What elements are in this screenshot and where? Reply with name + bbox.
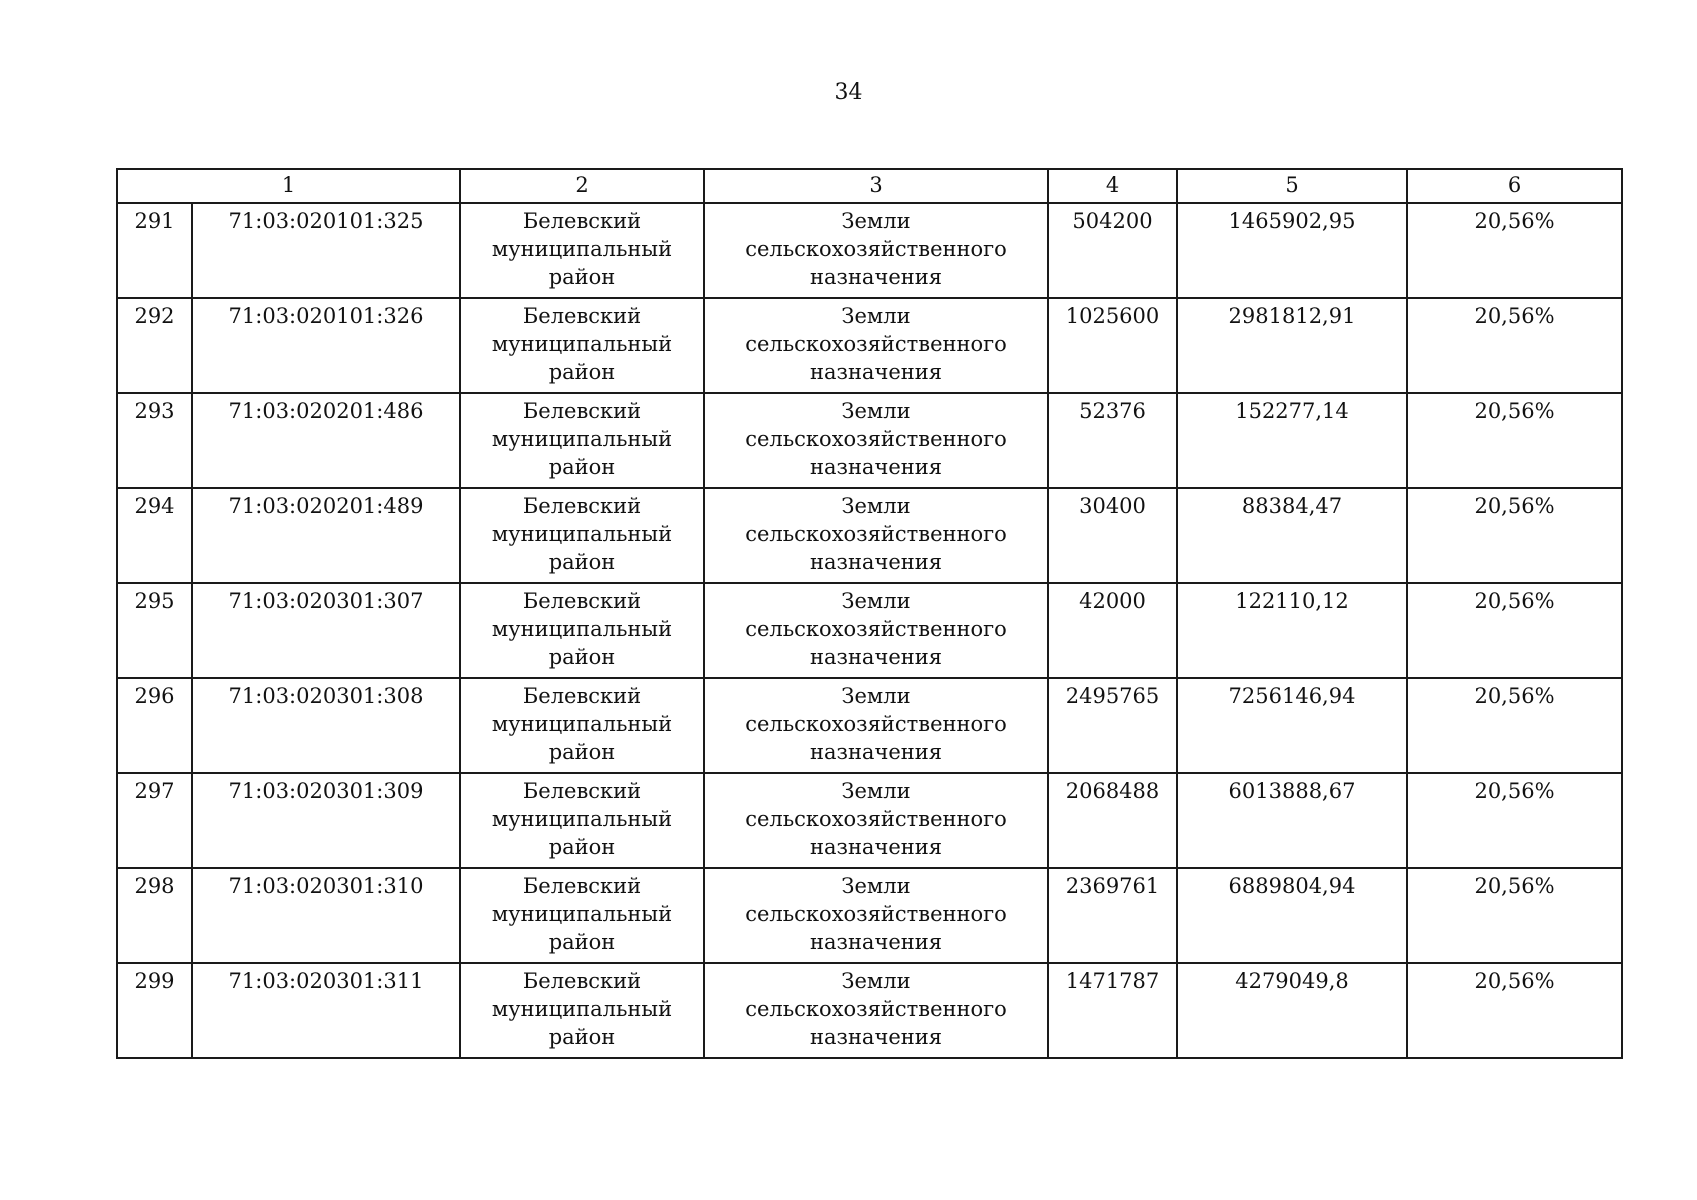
rate-value: 20,56% (1407, 868, 1622, 963)
area-value: 504200 (1048, 203, 1177, 298)
district-name: Белевский муниципальный район (460, 488, 704, 583)
cadastral-value: 88384,47 (1177, 488, 1407, 583)
row-number: 293 (117, 393, 192, 488)
cadastral-value: 6013888,67 (1177, 773, 1407, 868)
district-name: Белевский муниципальный район (460, 773, 704, 868)
cadastral-number: 71:03:020201:489 (192, 488, 460, 583)
cadastral-value: 152277,14 (1177, 393, 1407, 488)
district-name: Белевский муниципальный район (460, 393, 704, 488)
rate-value: 20,56% (1407, 298, 1622, 393)
land-category: Земли сельскохозяйственного назначения (704, 298, 1048, 393)
land-category: Земли сельскохозяйственного назначения (704, 203, 1048, 298)
land-category: Земли сельскохозяйственного назначения (704, 583, 1048, 678)
table-row (117, 393, 1622, 488)
row-number: 291 (117, 203, 192, 298)
cadastral-value: 122110,12 (1177, 583, 1407, 678)
rate-value: 20,56% (1407, 773, 1622, 868)
row-number: 292 (117, 298, 192, 393)
cadastral-number: 71:03:020301:311 (192, 963, 460, 1058)
page-number: 34 (834, 80, 863, 105)
land-category: Земли сельскохозяйственного назначения (704, 488, 1048, 583)
cadastral-number: 71:03:020301:308 (192, 678, 460, 773)
table-row (117, 488, 1622, 583)
land-category: Земли сельскохозяйственного назначения (704, 868, 1048, 963)
cadastral-number: 71:03:020301:309 (192, 773, 460, 868)
row-number: 298 (117, 868, 192, 963)
rate-value: 20,56% (1407, 583, 1622, 678)
column-header-1: 1 (117, 169, 460, 203)
district-name: Белевский муниципальный район (460, 203, 704, 298)
cadastral-number: 71:03:020101:325 (192, 203, 460, 298)
cadastral-value: 4279049,8 (1177, 963, 1407, 1058)
land-category: Земли сельскохозяйственного назначения (704, 773, 1048, 868)
cadastral-number: 71:03:020101:326 (192, 298, 460, 393)
column-header-3: 3 (704, 169, 1048, 203)
row-number: 295 (117, 583, 192, 678)
area-value: 2068488 (1048, 773, 1177, 868)
row-number: 299 (117, 963, 192, 1058)
table-row (117, 963, 1622, 1058)
cadastral-number: 71:03:020201:486 (192, 393, 460, 488)
cadastral-value: 6889804,94 (1177, 868, 1407, 963)
column-header-6: 6 (1407, 169, 1622, 203)
area-value: 30400 (1048, 488, 1177, 583)
cadastral-value: 1465902,95 (1177, 203, 1407, 298)
district-name: Белевский муниципальный район (460, 298, 704, 393)
table-row (117, 583, 1622, 678)
table-header-row (117, 169, 1622, 203)
rate-value: 20,56% (1407, 488, 1622, 583)
column-header-5: 5 (1177, 169, 1407, 203)
rate-value: 20,56% (1407, 203, 1622, 298)
rate-value: 20,56% (1407, 393, 1622, 488)
table-row (117, 773, 1622, 868)
land-plot-table (116, 168, 1623, 1059)
table-row (117, 868, 1622, 963)
area-value: 1025600 (1048, 298, 1177, 393)
column-header-2: 2 (460, 169, 704, 203)
district-name: Белевский муниципальный район (460, 678, 704, 773)
cadastral-value: 7256146,94 (1177, 678, 1407, 773)
cadastral-number: 71:03:020301:307 (192, 583, 460, 678)
area-value: 2495765 (1048, 678, 1177, 773)
area-value: 52376 (1048, 393, 1177, 488)
area-value: 1471787 (1048, 963, 1177, 1058)
rate-value: 20,56% (1407, 678, 1622, 773)
cadastral-value: 2981812,91 (1177, 298, 1407, 393)
table-row (117, 678, 1622, 773)
table-row (117, 203, 1622, 298)
cadastral-number: 71:03:020301:310 (192, 868, 460, 963)
row-number: 297 (117, 773, 192, 868)
area-value: 42000 (1048, 583, 1177, 678)
row-number: 296 (117, 678, 192, 773)
table-row (117, 298, 1622, 393)
district-name: Белевский муниципальный район (460, 963, 704, 1058)
district-name: Белевский муниципальный район (460, 583, 704, 678)
row-number: 294 (117, 488, 192, 583)
land-category: Земли сельскохозяйственного назначения (704, 678, 1048, 773)
district-name: Белевский муниципальный район (460, 868, 704, 963)
land-category: Земли сельскохозяйственного назначения (704, 963, 1048, 1058)
column-header-4: 4 (1048, 169, 1177, 203)
rate-value: 20,56% (1407, 963, 1622, 1058)
area-value: 2369761 (1048, 868, 1177, 963)
land-category: Земли сельскохозяйственного назначения (704, 393, 1048, 488)
